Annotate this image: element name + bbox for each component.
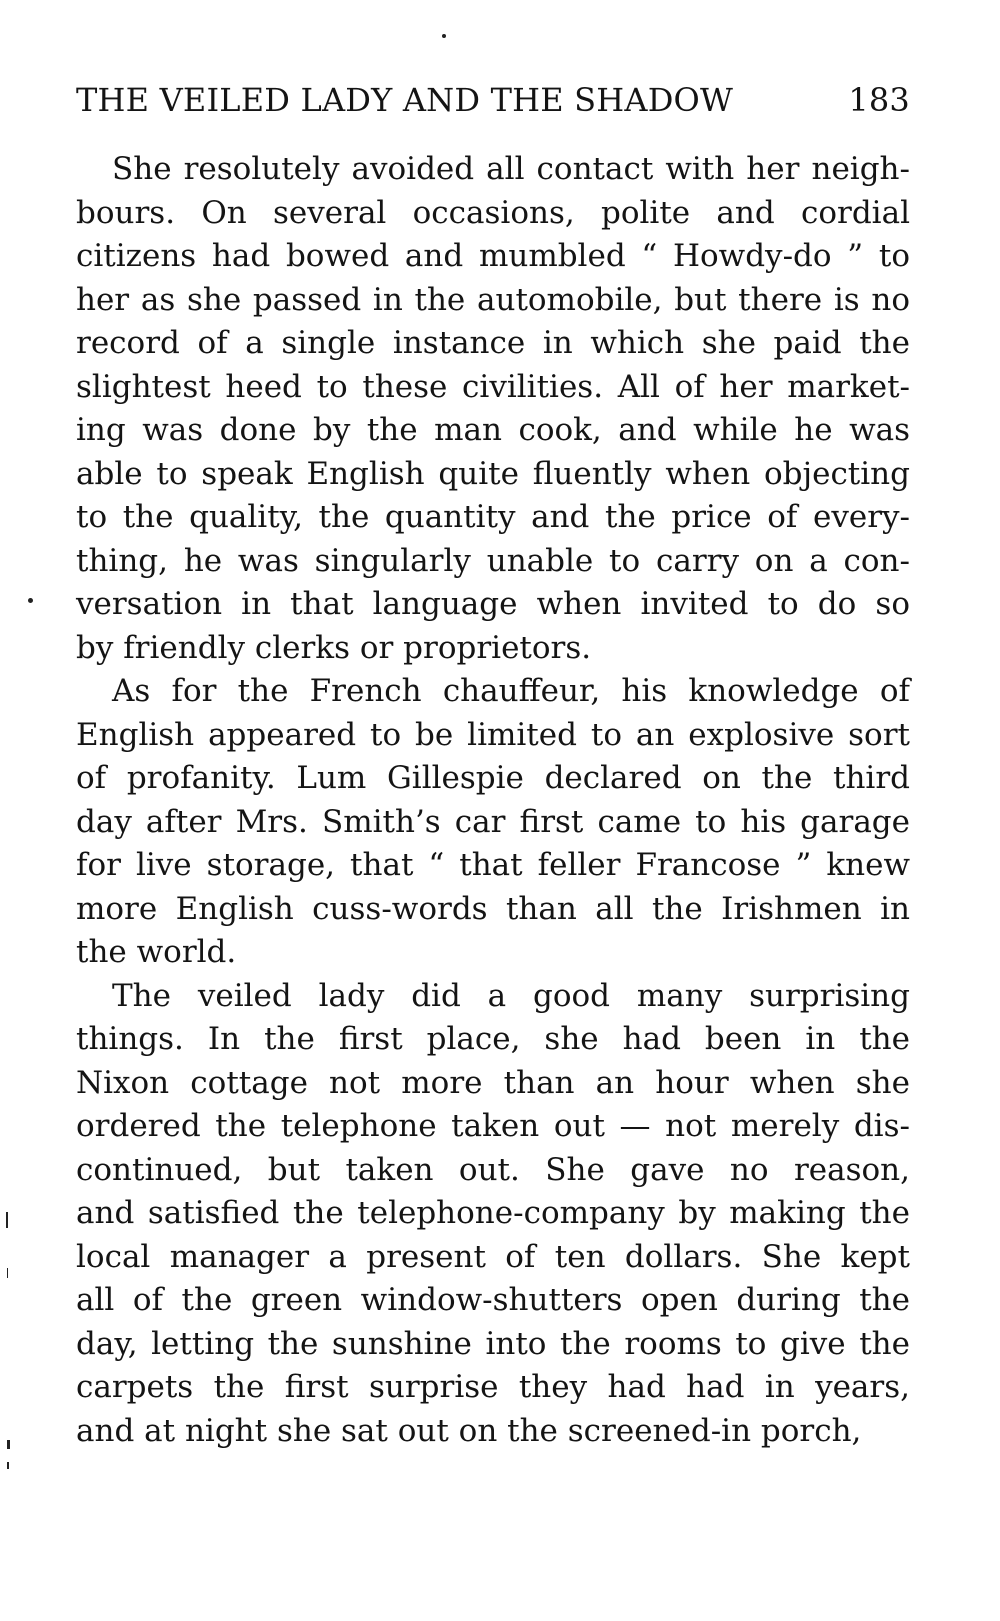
scan-speck bbox=[7, 1268, 8, 1278]
paragraph-3 bbox=[76, 975, 910, 1454]
body-text bbox=[76, 148, 910, 1453]
text-line: more English cuss-words than all the Irishmen in bbox=[76, 890, 910, 927]
scan-speck bbox=[7, 1440, 10, 1449]
text-line: record of a single instance in which she paid the bbox=[76, 325, 910, 361]
paragraph-1 bbox=[76, 148, 910, 670]
text-line: versation in that language when invited to do so bbox=[76, 586, 910, 622]
chapter-title: THE VEILED LADY AND THE SHADOW bbox=[76, 81, 734, 119]
text-line: thing, he was singularly unable to carry on a con- bbox=[76, 542, 910, 579]
scan-speck bbox=[442, 34, 446, 38]
text-line: bours. On several occasions, polite and cordial bbox=[76, 194, 910, 231]
scan-speck bbox=[7, 1462, 9, 1469]
paragraph-2 bbox=[76, 670, 910, 975]
text-line: The veiled lady did a good many surprising bbox=[112, 977, 910, 1014]
text-line: able to speak English quite fluently when objecting bbox=[76, 455, 910, 492]
text-line: her as she passed in the automobile, but there is no bbox=[76, 281, 910, 318]
text-line: for live storage, that “ that feller Francose ” knew bbox=[76, 847, 910, 883]
running-head bbox=[76, 78, 910, 122]
text-line: the world. bbox=[76, 934, 237, 970]
text-line: day, letting the sunshine into the rooms to give the bbox=[76, 1325, 910, 1362]
text-line: things. In the first place, she had been in the bbox=[76, 1021, 910, 1057]
text-line: and at night she sat out on the screened-in porch, bbox=[76, 1412, 862, 1449]
text-line: ordered the telephone taken out — not merely dis- bbox=[76, 1108, 910, 1144]
text-line: of profanity. Lum Gillespie declared on the third bbox=[76, 760, 910, 796]
text-line: ing was done by the man cook, and while he was bbox=[76, 412, 910, 448]
text-line: She resolutely avoided all contact with her neigh- bbox=[112, 151, 910, 187]
text-line: all of the green window-shutters open during the bbox=[76, 1282, 910, 1318]
text-line: carpets the first surprise they had had in years, bbox=[76, 1369, 910, 1405]
text-line: continued, but taken out. She gave no reason, bbox=[76, 1151, 910, 1188]
text-line: English appeared to be limited to an explosive sort bbox=[76, 716, 910, 753]
page-number: 183 bbox=[848, 81, 910, 119]
text-line: by friendly clerks or proprietors. bbox=[76, 629, 592, 666]
text-line: to the quality, the quantity and the price of every- bbox=[76, 499, 910, 535]
text-line: local manager a present of ten dollars. She kept bbox=[76, 1238, 910, 1275]
text-line: slightest heed to these civilities. All of her market- bbox=[76, 368, 910, 405]
scan-speck bbox=[28, 598, 33, 603]
text-line: day after Mrs. Smith’s car first came to his garage bbox=[76, 803, 910, 840]
text-line: As for the French chauffeur, his knowledge of bbox=[112, 673, 910, 709]
text-line: citizens had bowed and mumbled “ Howdy-do ” to bbox=[76, 238, 910, 274]
text-line: Nixon cottage not more than an hour when she bbox=[76, 1064, 910, 1101]
text-line: and satisfied the telephone-company by making the bbox=[76, 1195, 910, 1231]
scan-speck bbox=[6, 1212, 8, 1228]
